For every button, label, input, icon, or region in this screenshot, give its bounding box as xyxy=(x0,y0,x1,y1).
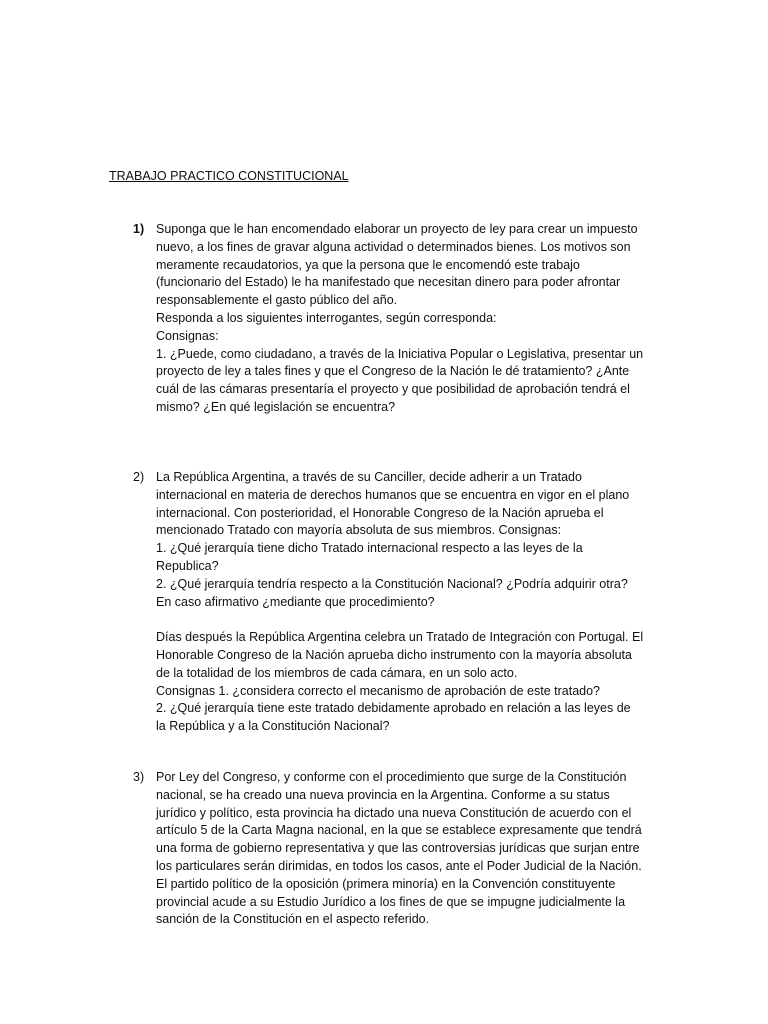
text-line: sanción de la Constitución en el aspecto referido. xyxy=(156,912,430,927)
question-body xyxy=(156,221,668,417)
text-line: mencionado Tratado con mayoría absoluta de sus miembros. Consignas: xyxy=(156,523,562,538)
text-line: nacional, se ha creado una nueva provincia en la Argentina. Conforme a su status xyxy=(156,787,610,802)
text-line: internacional. Con posterioridad, el Honorable Congreso de la Nación aprueba el xyxy=(156,505,604,520)
text-line: una forma de gobierno representativa y que las controversias jurídicas que surjan entre xyxy=(156,841,640,856)
text-line: Republica? xyxy=(156,558,219,573)
question-body xyxy=(156,769,668,929)
text-line: la República y a la Constitución Nacional? xyxy=(156,719,390,734)
text-line: los particulares serán dirimidas, en todos los casos, ante el Poder Judicial de la Nación. xyxy=(156,858,642,873)
question-number: 1) xyxy=(133,222,145,236)
text-line: 2. ¿Qué jerarquía tendría respecto a la Constitución Nacional? ¿Podría adquirir otra? xyxy=(156,576,628,591)
text-line: Consignas 1. ¿considera correcto el mecanismo de aprobación de este tratado? xyxy=(156,683,601,698)
text-line: Responda a los siguientes interrogantes, según corresponda: xyxy=(156,310,497,325)
text-line: Consignas: xyxy=(156,328,219,343)
document-title: TRABAJO PRACTICO CONSTITUCIONAL xyxy=(109,169,349,183)
text-line: 1. ¿Puede, como ciudadano, a través de la Iniciativa Popular o Legislativa, presentar un xyxy=(156,346,644,361)
question-item-2 xyxy=(133,469,673,736)
text-line: provincial acude a su Estudio Jurídico a los fines de que se impugne judicialmente la xyxy=(156,894,626,909)
text-line: (funcionario del Estado) le ha manifestado que necesitan dinero para poder afrontar xyxy=(156,275,621,290)
paragraph-gap xyxy=(156,611,668,629)
question-number: 2) xyxy=(133,470,145,484)
text-line: 2. ¿Qué jerarquía tiene este tratado debidamente aprobado en relación a las leyes de xyxy=(156,701,631,716)
question-number: 3) xyxy=(133,770,145,784)
text-line: Días después la República Argentina celebra un Tratado de Integración con Portugal. El xyxy=(156,630,644,645)
text-line: responsablemente el gasto público del año. xyxy=(156,293,398,308)
text-line: mismo? ¿En qué legislación se encuentra? xyxy=(156,399,396,414)
text-line: nuevo, a los fines de gravar alguna actividad o determinados bienes. Los motivos son xyxy=(156,239,631,254)
text-line: 1. ¿Qué jerarquía tiene dicho Tratado internacional respecto a las leyes de la xyxy=(156,541,583,556)
text-line: La República Argentina, a través de su Canciller, decide adherir a un Tratado xyxy=(156,470,582,484)
text-line: Por Ley del Congreso, y conforme con el procedimiento que surge de la Constitución xyxy=(156,770,627,784)
text-line: internacional en materia de derechos humanos que se encuentra en vigor en el plano xyxy=(156,487,630,502)
text-line: meramente recaudatorios, ya que la persona que le encomendó este trabajo xyxy=(156,257,580,272)
text-line: de la totalidad de los miembros de cada cámara, en un solo acto. xyxy=(156,665,518,680)
text-line: Suponga que le han encomendado elaborar un proyecto de ley para crear un impuesto xyxy=(156,222,638,236)
text-line: proyecto de ley a tales fines y que el Congreso de la Nación le dé tratamiento? ¿Ante xyxy=(156,364,630,379)
question-item-1 xyxy=(133,221,673,417)
text-line: jurídico y político, esta provincia ha dictado una nueva Constitución de acuerdo con el xyxy=(156,805,632,820)
question-body xyxy=(156,469,668,736)
text-line: En caso afirmativo ¿mediante que procedimiento? xyxy=(156,594,435,609)
question-item-3 xyxy=(133,769,673,929)
text-line: Honorable Congreso de la Nación aprueba dicho instrumento con la mayoría absoluta xyxy=(156,647,632,662)
text-line: artículo 5 de la Carta Magna nacional, en la que se establece expresamente que tendrá xyxy=(156,823,642,838)
text-line: cuál de las cámaras presentaría el proyecto y que posibilidad de aprobación tendrá el xyxy=(156,382,630,397)
text-line: El partido político de la oposición (primera minoría) en la Convención constituyente xyxy=(156,876,616,891)
